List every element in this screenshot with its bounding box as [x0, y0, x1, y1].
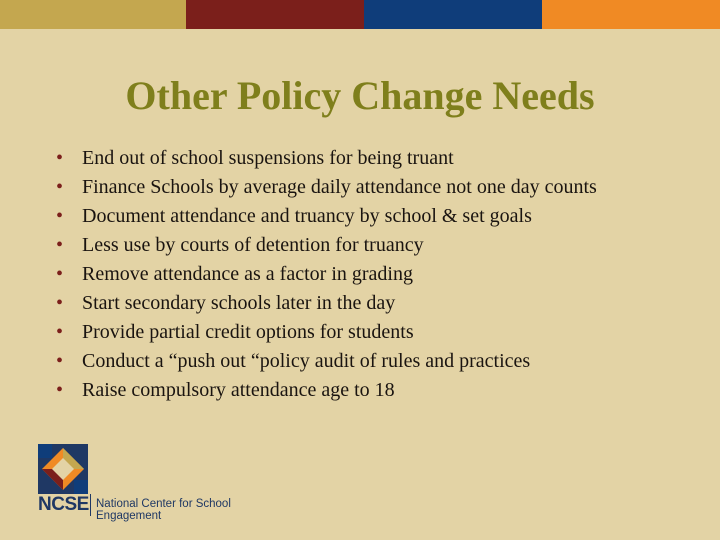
ncse-acronym: NCSE: [38, 494, 89, 515]
bullet-item: [56, 175, 696, 199]
ncse-logo-mark-icon: [38, 444, 88, 494]
slide-title: Other Policy Change Needs: [125, 73, 595, 118]
bullet-dot: •: [56, 292, 64, 314]
bullet-item: [56, 262, 696, 286]
bullet-item: [56, 349, 696, 373]
bullet-text: Less use by courts of detention for truancy: [82, 234, 424, 256]
bullet-item: [56, 204, 696, 228]
bullet-dot: •: [56, 263, 64, 285]
top-bar-segment-gold: [0, 0, 186, 29]
bullet-text: Finance Schools by average daily attendance not one day counts: [82, 176, 597, 198]
bullet-item: [56, 320, 696, 344]
bullet-text: Conduct a “push out “policy audit of rules and practices: [82, 350, 531, 372]
logo-divider: [90, 494, 91, 516]
ncse-logo: [38, 444, 298, 522]
bullet-item: [56, 291, 696, 315]
bullet-item: [56, 378, 696, 402]
top-color-bar: [0, 0, 720, 29]
bullet-text: Remove attendance as a factor in grading: [82, 263, 413, 285]
bullet-dot: •: [56, 205, 64, 227]
bullet-dot: •: [56, 379, 64, 401]
top-bar-segment-maroon: [186, 0, 364, 29]
bullet-dot: •: [56, 350, 64, 372]
bullet-dot: •: [56, 176, 64, 198]
bullet-dot: •: [56, 321, 64, 343]
ncse-full-name: National Center for School Engagement: [96, 498, 231, 522]
bullet-dot: •: [56, 147, 64, 169]
bullet-text: Provide partial credit options for students: [82, 321, 414, 343]
bullet-list: [56, 146, 696, 407]
bullet-text: Start secondary schools later in the day: [82, 292, 396, 314]
bullet-text: End out of school suspensions for being truant: [82, 147, 454, 169]
bullet-text: Document attendance and truancy by school & set goals: [82, 205, 532, 227]
bullet-dot: •: [56, 234, 64, 256]
bullet-text: Raise compulsory attendance age to 18: [82, 379, 395, 401]
bullet-item: [56, 146, 696, 170]
top-bar-segment-orange: [542, 0, 720, 29]
bullet-item: [56, 233, 696, 257]
top-bar-segment-navy: [364, 0, 542, 29]
